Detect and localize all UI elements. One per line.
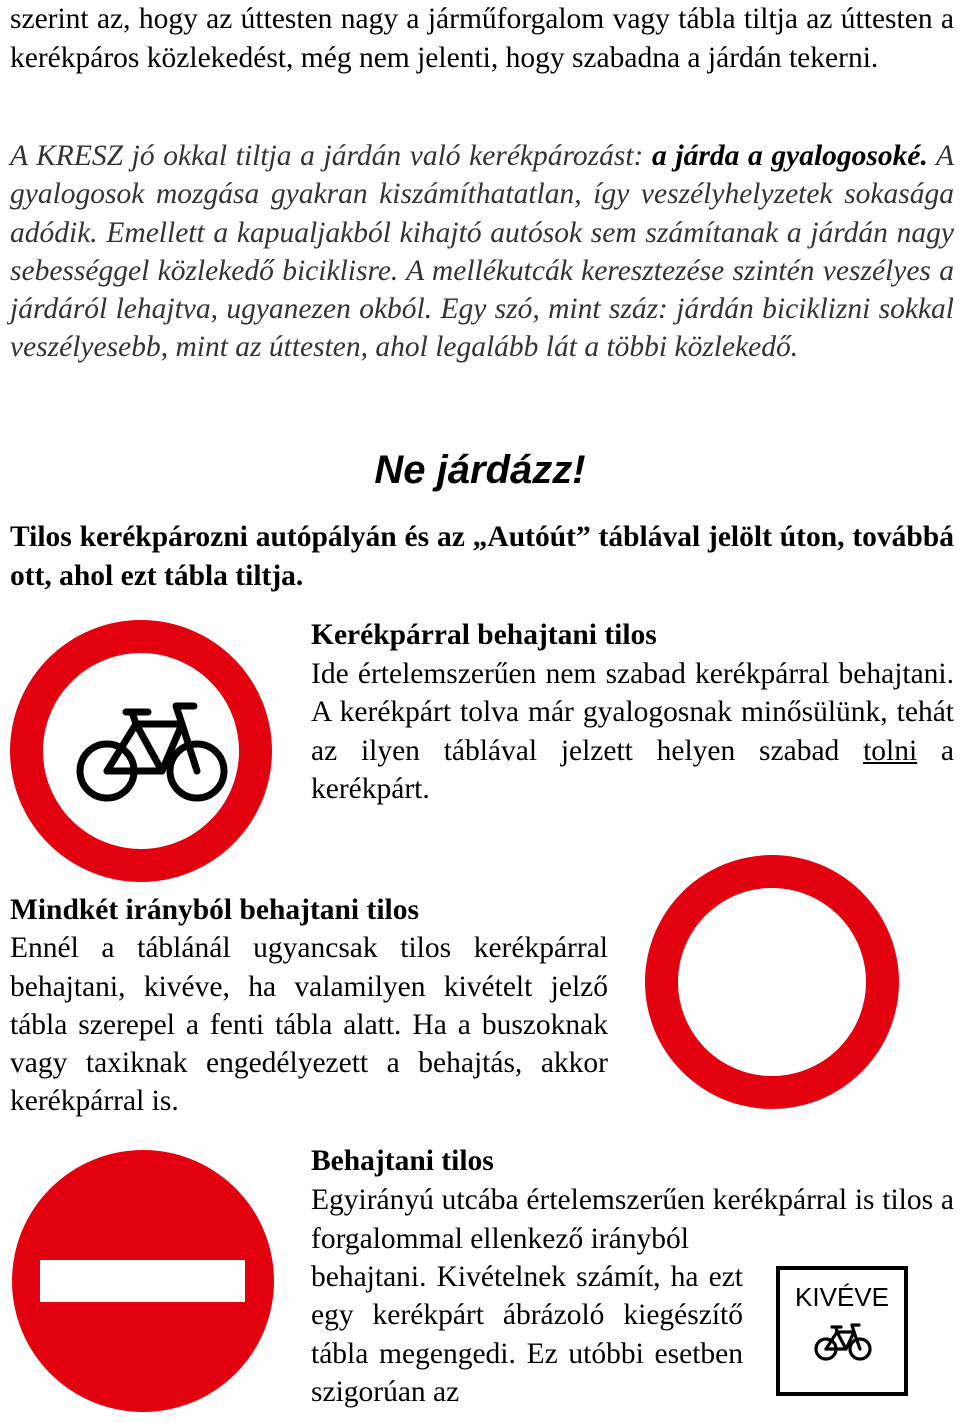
no-entry-sign-icon xyxy=(12,1150,274,1412)
sign1-title: Kerékpárral behajtani tilos xyxy=(311,619,657,651)
exception-plate xyxy=(776,1266,908,1396)
kresz-paragraph-start: A KRESZ jó okkal tiltja a járdán való kerékpározást: xyxy=(10,140,653,172)
no-vehicles-sign-icon xyxy=(640,850,904,1114)
sign2-title: Mindkét irányból behajtani tilos xyxy=(10,894,419,926)
sign3-heading xyxy=(311,1142,954,1181)
highway-rule-paragraph: Tilos kerékpározni autópályán és az „Autóút” táblával jelölt úton, továbbá ott, ahol ezt tábla tiltja. xyxy=(10,521,954,592)
sign2-text: Ennél a táblánál ugyancsak tilos kerékpárral behajtani, kivéve, ha valamilyen kivételt jelző tábla szerepel a fenti tábla alatt. Ha a buszoknak vagy taxiknak engedélyezett a behajtás, akkor kerékpárral is. xyxy=(10,932,608,1118)
sign1-description xyxy=(311,616,954,809)
kresz-paragraph-rest: A gyalogosok mozgása gyakran kiszámíthatatlan, így veszélyhelyzetek sokasága adódik. Emellett a kapualjakból kihajtó autósok sem számítanak a járdán nagy sebességgel közlekedő biciklisre. A mellékutcák keresztezése szintén veszélyes a járdáról lehajtva, ugyanezen okból. Egy szó, mint száz: járdán biciklizni sokkal veszélyesebb, mint az úttesten, ahol legalább lát a többi közlekedő. xyxy=(10,140,954,364)
sign1-underlined-word: tolni xyxy=(863,734,918,767)
exception-plate-label: KIVÉVE xyxy=(795,1282,889,1312)
sign3-title: Behajtani tilos xyxy=(311,1145,494,1177)
intro-paragraph: szerint az, hogy az úttesten nagy a járműforgalom vagy tábla tiltja az úttesten a kerékpáros közlekedést, még nem jelenti, hogy szabadna a járdán tekerni. xyxy=(10,3,954,74)
sign-bar xyxy=(40,1260,245,1302)
sign3-text-top: Egyirányú utcába értelemszerűen kerékpárral is tilos a forgalommal ellenkező irányból xyxy=(311,1184,954,1255)
bicycle-icon xyxy=(814,1322,872,1362)
kresz-paragraph-emphasis: a járda a gyalogosoké. xyxy=(652,140,928,172)
sign1-text-start: Ide értelemszerűen nem szabad kerékpárral behajtani. A kerékpárt tolva már gyalogosnak minősülünk, tehát az ilyen táblával jelzett helyen szabad xyxy=(311,657,954,767)
sign2-description xyxy=(10,891,608,1121)
sign-field xyxy=(678,888,866,1076)
sign3-text-bottom: behajtani. Kivételnek számít, ha ezt egy kerékpárt ábrázoló kiegészítő tábla megengedi. Ez utóbbi esetben szigorúan az xyxy=(311,1261,743,1408)
kresz-paragraph xyxy=(10,137,954,367)
sign1-text-end: a kerékpárt. xyxy=(311,734,955,805)
no-bicycles-sign-icon xyxy=(10,620,272,882)
slogan-heading: Ne járdázz! xyxy=(374,448,586,492)
